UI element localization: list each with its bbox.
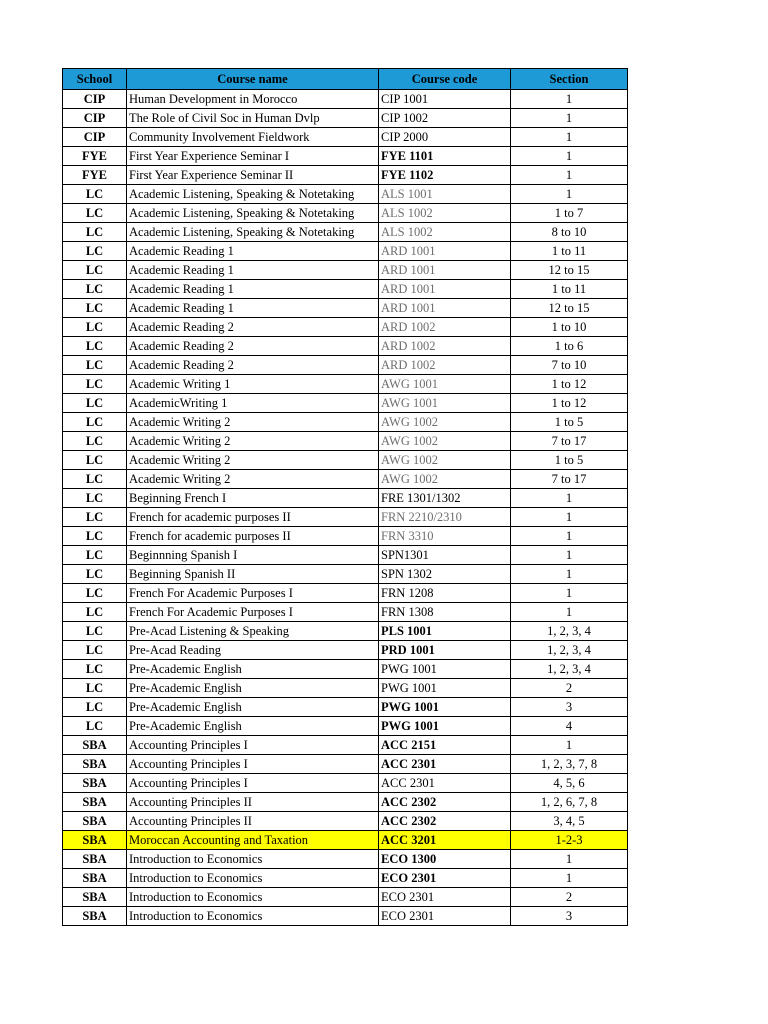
section-cell: 1 bbox=[511, 128, 628, 147]
school-cell: SBA bbox=[63, 888, 127, 907]
table-row bbox=[63, 356, 628, 375]
course-code-cell: ALS 1002 bbox=[379, 204, 511, 223]
course-code-cell: ARD 1001 bbox=[379, 280, 511, 299]
course-code-cell: FYE 1102 bbox=[379, 166, 511, 185]
table-row bbox=[63, 508, 628, 527]
school-cell: SBA bbox=[63, 755, 127, 774]
table-row bbox=[63, 337, 628, 356]
school-cell: LC bbox=[63, 223, 127, 242]
course-name-cell: Accounting Principles I bbox=[127, 774, 379, 793]
school-cell: LC bbox=[63, 584, 127, 603]
section-cell: 3 bbox=[511, 907, 628, 926]
school-cell: CIP bbox=[63, 109, 127, 128]
course-name-cell: Accounting Principles I bbox=[127, 755, 379, 774]
table-row bbox=[63, 242, 628, 261]
table-row bbox=[63, 793, 628, 812]
section-cell: 8 to 10 bbox=[511, 223, 628, 242]
school-cell: LC bbox=[63, 185, 127, 204]
section-cell: 1 bbox=[511, 90, 628, 109]
school-cell: LC bbox=[63, 698, 127, 717]
course-code-cell: ECO 1300 bbox=[379, 850, 511, 869]
course-code-cell: AWG 1002 bbox=[379, 413, 511, 432]
table-row bbox=[63, 166, 628, 185]
table-row bbox=[63, 907, 628, 926]
school-cell: FYE bbox=[63, 147, 127, 166]
section-cell: 1 bbox=[511, 546, 628, 565]
section-cell: 1 to 5 bbox=[511, 451, 628, 470]
school-cell: SBA bbox=[63, 831, 127, 850]
course-code-cell: ACC 2151 bbox=[379, 736, 511, 755]
section-cell: 1 to 10 bbox=[511, 318, 628, 337]
school-cell: LC bbox=[63, 565, 127, 584]
course-code-cell: ACC 3201 bbox=[379, 831, 511, 850]
course-name-cell: Accounting Principles II bbox=[127, 812, 379, 831]
course-name-cell: Pre-Acad Listening & Speaking bbox=[127, 622, 379, 641]
course-code-cell: ARD 1002 bbox=[379, 337, 511, 356]
course-code-cell: ARD 1001 bbox=[379, 242, 511, 261]
school-cell: LC bbox=[63, 508, 127, 527]
section-cell: 7 to 10 bbox=[511, 356, 628, 375]
course-name-cell: French for academic purposes II bbox=[127, 527, 379, 546]
course-code-cell: PWG 1001 bbox=[379, 660, 511, 679]
table-row bbox=[63, 869, 628, 888]
school-cell: SBA bbox=[63, 907, 127, 926]
school-cell: LC bbox=[63, 261, 127, 280]
section-cell: 1 to 12 bbox=[511, 375, 628, 394]
column-header-section: Section bbox=[511, 69, 628, 90]
course-name-cell: Introduction to Economics bbox=[127, 888, 379, 907]
school-cell: LC bbox=[63, 375, 127, 394]
course-code-cell: ARD 1002 bbox=[379, 318, 511, 337]
course-name-cell: Academic Writing 2 bbox=[127, 470, 379, 489]
school-cell: LC bbox=[63, 432, 127, 451]
course-name-cell: Pre-Academic English bbox=[127, 660, 379, 679]
table-row bbox=[63, 223, 628, 242]
course-name-cell: Academic Reading 1 bbox=[127, 261, 379, 280]
table-row bbox=[63, 185, 628, 204]
section-cell: 7 to 17 bbox=[511, 432, 628, 451]
section-cell: 1 bbox=[511, 489, 628, 508]
section-cell: 1 bbox=[511, 527, 628, 546]
section-cell: 1 bbox=[511, 869, 628, 888]
column-header-school: School bbox=[63, 69, 127, 90]
table-row bbox=[63, 261, 628, 280]
school-cell: LC bbox=[63, 204, 127, 223]
section-cell: 7 to 17 bbox=[511, 470, 628, 489]
section-cell: 1 to 5 bbox=[511, 413, 628, 432]
school-cell: LC bbox=[63, 489, 127, 508]
table-row bbox=[63, 679, 628, 698]
course-code-cell: ECO 2301 bbox=[379, 869, 511, 888]
school-cell: SBA bbox=[63, 774, 127, 793]
table-row bbox=[63, 565, 628, 584]
table-row bbox=[63, 888, 628, 907]
course-name-cell: Academic Reading 2 bbox=[127, 318, 379, 337]
course-code-cell: PWG 1001 bbox=[379, 698, 511, 717]
school-cell: LC bbox=[63, 413, 127, 432]
school-cell: LC bbox=[63, 337, 127, 356]
section-cell: 1 to 6 bbox=[511, 337, 628, 356]
course-name-cell: Introduction to Economics bbox=[127, 869, 379, 888]
course-name-cell: Accounting Principles I bbox=[127, 736, 379, 755]
course-code-cell: FYE 1101 bbox=[379, 147, 511, 166]
section-cell: 1 bbox=[511, 508, 628, 527]
course-name-cell: Academic Writing 1 bbox=[127, 375, 379, 394]
school-cell: LC bbox=[63, 470, 127, 489]
course-name-cell: The Role of Civil Soc in Human Dvlp bbox=[127, 109, 379, 128]
section-cell: 1, 2, 3, 4 bbox=[511, 622, 628, 641]
course-name-cell: Academic Reading 2 bbox=[127, 356, 379, 375]
table-row bbox=[63, 432, 628, 451]
table-row bbox=[63, 660, 628, 679]
table-row bbox=[63, 584, 628, 603]
section-cell: 1 bbox=[511, 603, 628, 622]
section-cell: 1 to 11 bbox=[511, 242, 628, 261]
table-row bbox=[63, 717, 628, 736]
column-header-course-code: Course code bbox=[379, 69, 511, 90]
school-cell: LC bbox=[63, 318, 127, 337]
section-cell: 3 bbox=[511, 698, 628, 717]
course-name-cell: Introduction to Economics bbox=[127, 850, 379, 869]
table-row bbox=[63, 736, 628, 755]
school-cell: SBA bbox=[63, 793, 127, 812]
course-name-cell: Pre-Academic English bbox=[127, 679, 379, 698]
table-row bbox=[63, 318, 628, 337]
course-code-cell: AWG 1001 bbox=[379, 394, 511, 413]
school-cell: LC bbox=[63, 641, 127, 660]
course-code-cell: PLS 1001 bbox=[379, 622, 511, 641]
section-cell: 4, 5, 6 bbox=[511, 774, 628, 793]
course-name-cell: Pre-Acad Reading bbox=[127, 641, 379, 660]
section-cell: 1 to 12 bbox=[511, 394, 628, 413]
column-header-course-name: Course name bbox=[127, 69, 379, 90]
course-name-cell: Introduction to Economics bbox=[127, 907, 379, 926]
course-name-cell: Academic Listening, Speaking & Notetaking bbox=[127, 185, 379, 204]
course-code-cell: ARD 1001 bbox=[379, 299, 511, 318]
course-code-cell: PWG 1001 bbox=[379, 679, 511, 698]
table-row bbox=[63, 641, 628, 660]
section-cell: 1, 2, 6, 7, 8 bbox=[511, 793, 628, 812]
table-row bbox=[63, 812, 628, 831]
course-name-cell: Academic Reading 1 bbox=[127, 299, 379, 318]
school-cell: LC bbox=[63, 527, 127, 546]
course-name-cell: Accounting Principles II bbox=[127, 793, 379, 812]
table-row bbox=[63, 413, 628, 432]
course-name-cell: Pre-Academic English bbox=[127, 698, 379, 717]
course-code-cell: ARD 1001 bbox=[379, 261, 511, 280]
course-code-cell: FRN 2210/2310 bbox=[379, 508, 511, 527]
course-code-cell: AWG 1002 bbox=[379, 470, 511, 489]
school-cell: LC bbox=[63, 546, 127, 565]
course-code-cell: FRN 1208 bbox=[379, 584, 511, 603]
course-code-cell: FRN 3310 bbox=[379, 527, 511, 546]
school-cell: LC bbox=[63, 394, 127, 413]
course-name-cell: Academic Writing 2 bbox=[127, 432, 379, 451]
course-code-cell: PRD 1001 bbox=[379, 641, 511, 660]
section-cell: 1 bbox=[511, 147, 628, 166]
section-cell: 2 bbox=[511, 888, 628, 907]
table-row bbox=[63, 394, 628, 413]
course-code-cell: ACC 2301 bbox=[379, 774, 511, 793]
course-code-cell: ACC 2302 bbox=[379, 812, 511, 831]
table-row bbox=[63, 622, 628, 641]
course-name-cell: Human Development in Morocco bbox=[127, 90, 379, 109]
section-cell: 4 bbox=[511, 717, 628, 736]
school-cell: SBA bbox=[63, 869, 127, 888]
table-row bbox=[63, 527, 628, 546]
school-cell: CIP bbox=[63, 90, 127, 109]
course-code-cell: FRN 1308 bbox=[379, 603, 511, 622]
course-name-cell: Academic Listening, Speaking & Notetaking bbox=[127, 204, 379, 223]
table-row bbox=[63, 831, 628, 850]
course-code-cell: SPN 1302 bbox=[379, 565, 511, 584]
course-code-cell: AWG 1001 bbox=[379, 375, 511, 394]
table-row bbox=[63, 489, 628, 508]
table-row bbox=[63, 128, 628, 147]
table-row bbox=[63, 375, 628, 394]
section-cell: 1 to 11 bbox=[511, 280, 628, 299]
course-name-cell: Academic Writing 2 bbox=[127, 413, 379, 432]
course-code-cell: CIP 1002 bbox=[379, 109, 511, 128]
section-cell: 1 to 7 bbox=[511, 204, 628, 223]
course-code-cell: ARD 1002 bbox=[379, 356, 511, 375]
section-cell: 12 to 15 bbox=[511, 299, 628, 318]
section-cell: 1 bbox=[511, 850, 628, 869]
table-header-row bbox=[63, 69, 628, 90]
table-row bbox=[63, 546, 628, 565]
course-name-cell: Pre-Academic English bbox=[127, 717, 379, 736]
school-cell: LC bbox=[63, 451, 127, 470]
course-name-cell: AcademicWriting 1 bbox=[127, 394, 379, 413]
course-code-cell: ACC 2301 bbox=[379, 755, 511, 774]
course-name-cell: French For Academic Purposes I bbox=[127, 603, 379, 622]
table-row bbox=[63, 451, 628, 470]
table-row bbox=[63, 90, 628, 109]
table-row bbox=[63, 755, 628, 774]
school-cell: LC bbox=[63, 660, 127, 679]
school-cell: SBA bbox=[63, 850, 127, 869]
section-cell: 1 bbox=[511, 584, 628, 603]
section-cell: 12 to 15 bbox=[511, 261, 628, 280]
school-cell: LC bbox=[63, 299, 127, 318]
course-code-cell: SPN1301 bbox=[379, 546, 511, 565]
course-code-cell: ALS 1001 bbox=[379, 185, 511, 204]
course-name-cell: French For Academic Purposes I bbox=[127, 584, 379, 603]
school-cell: LC bbox=[63, 622, 127, 641]
section-cell: 1 bbox=[511, 109, 628, 128]
course-name-cell: Academic Reading 2 bbox=[127, 337, 379, 356]
course-name-cell: Academic Reading 1 bbox=[127, 242, 379, 261]
table-row bbox=[63, 470, 628, 489]
course-code-cell: AWG 1002 bbox=[379, 451, 511, 470]
section-cell: 1, 2, 3, 7, 8 bbox=[511, 755, 628, 774]
course-name-cell: French for academic purposes II bbox=[127, 508, 379, 527]
section-cell: 3, 4, 5 bbox=[511, 812, 628, 831]
school-cell: FYE bbox=[63, 166, 127, 185]
table-row bbox=[63, 850, 628, 869]
course-name-cell: Beginning French I bbox=[127, 489, 379, 508]
course-code-cell: CIP 1001 bbox=[379, 90, 511, 109]
school-cell: LC bbox=[63, 242, 127, 261]
course-name-cell: Community Involvement Fieldwork bbox=[127, 128, 379, 147]
section-cell: 1 bbox=[511, 565, 628, 584]
school-cell: LC bbox=[63, 717, 127, 736]
table-row bbox=[63, 204, 628, 223]
course-name-cell: Moroccan Accounting and Taxation bbox=[127, 831, 379, 850]
table-row bbox=[63, 603, 628, 622]
course-code-cell: CIP 2000 bbox=[379, 128, 511, 147]
section-cell: 2 bbox=[511, 679, 628, 698]
course-name-cell: Academic Writing 2 bbox=[127, 451, 379, 470]
school-cell: SBA bbox=[63, 736, 127, 755]
course-name-cell: Beginning Spanish II bbox=[127, 565, 379, 584]
section-cell: 1 bbox=[511, 185, 628, 204]
table-row bbox=[63, 698, 628, 717]
school-cell: SBA bbox=[63, 812, 127, 831]
course-code-cell: ACC 2302 bbox=[379, 793, 511, 812]
section-cell: 1 bbox=[511, 736, 628, 755]
table-row bbox=[63, 774, 628, 793]
course-code-cell: ECO 2301 bbox=[379, 907, 511, 926]
school-cell: LC bbox=[63, 356, 127, 375]
course-code-cell: ECO 2301 bbox=[379, 888, 511, 907]
table-row bbox=[63, 299, 628, 318]
course-code-cell: ALS 1002 bbox=[379, 223, 511, 242]
course-name-cell: Beginnning Spanish I bbox=[127, 546, 379, 565]
school-cell: LC bbox=[63, 603, 127, 622]
course-code-cell: AWG 1002 bbox=[379, 432, 511, 451]
section-cell: 1 bbox=[511, 166, 628, 185]
section-cell: 1, 2, 3, 4 bbox=[511, 660, 628, 679]
school-cell: LC bbox=[63, 280, 127, 299]
course-name-cell: Academic Listening, Speaking & Notetaking bbox=[127, 223, 379, 242]
course-name-cell: Academic Reading 1 bbox=[127, 280, 379, 299]
school-cell: CIP bbox=[63, 128, 127, 147]
section-cell: 1-2-3 bbox=[511, 831, 628, 850]
table-row bbox=[63, 280, 628, 299]
course-code-cell: PWG 1001 bbox=[379, 717, 511, 736]
school-cell: LC bbox=[63, 679, 127, 698]
table-row bbox=[63, 147, 628, 166]
course-name-cell: First Year Experience Seminar II bbox=[127, 166, 379, 185]
table-row bbox=[63, 109, 628, 128]
course-schedule-table bbox=[62, 68, 628, 926]
course-name-cell: First Year Experience Seminar I bbox=[127, 147, 379, 166]
course-code-cell: FRE 1301/1302 bbox=[379, 489, 511, 508]
section-cell: 1, 2, 3, 4 bbox=[511, 641, 628, 660]
